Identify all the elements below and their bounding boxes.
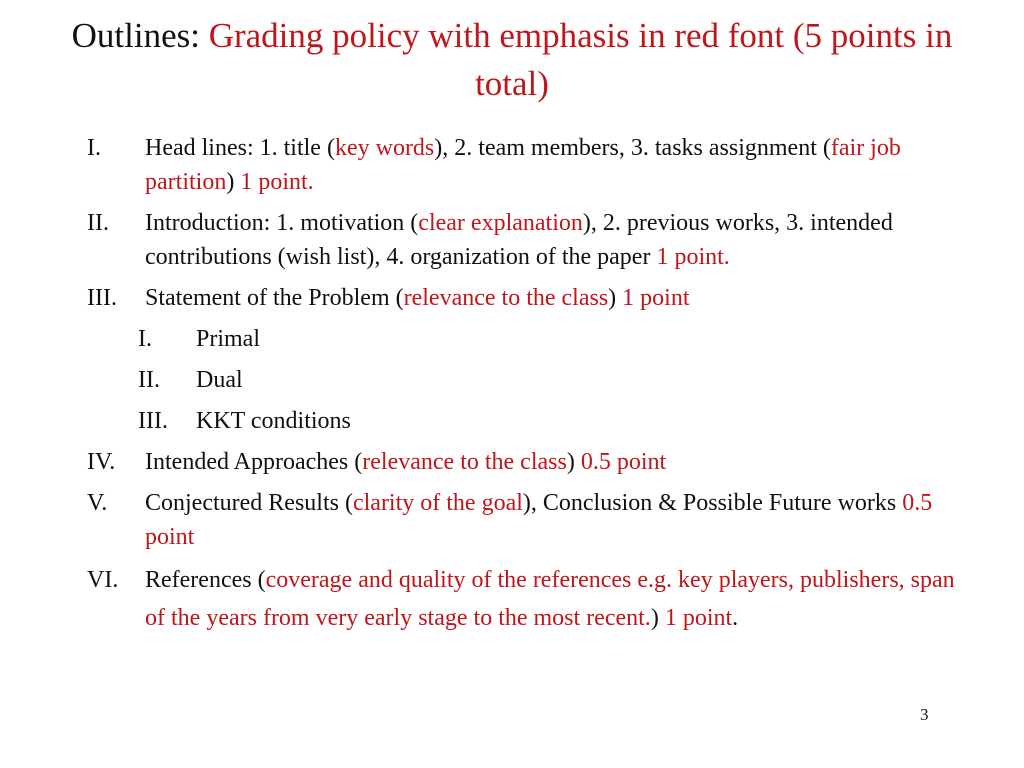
item-text: ), Conclusion & Possible Future works	[522, 490, 903, 516]
emphasis-text: 1 point	[664, 605, 733, 631]
emphasis-text: 1 point.	[240, 169, 314, 195]
outline-subitem	[87, 322, 967, 356]
emphasis-text: 1 point	[622, 285, 690, 311]
subitem-text: Dual	[196, 367, 243, 393]
emphasis-text: clear explanation	[418, 210, 583, 236]
outline-list	[87, 131, 967, 644]
outline-subitem	[87, 363, 967, 397]
emphasis-text: relevance to the class	[403, 285, 609, 311]
item-text: )	[650, 605, 665, 631]
item-number: III.	[87, 285, 117, 311]
outline-item	[87, 131, 967, 199]
subitem-text: KKT conditions	[196, 408, 351, 434]
emphasis-text: 0.5 point	[145, 490, 933, 550]
outline-item	[87, 561, 967, 637]
outline-item	[87, 486, 967, 554]
title-emphasis: Grading policy with emphasis in red font (5 points in total)	[208, 16, 953, 103]
page-number: 3	[920, 705, 929, 724]
subitem-number: I.	[138, 326, 152, 352]
item-text: )	[566, 449, 581, 475]
item-number: II.	[87, 210, 109, 236]
item-number: IV.	[87, 449, 116, 475]
item-number: V.	[87, 490, 108, 516]
title-prefix: Outlines:	[71, 16, 209, 55]
item-text: Conjectured Results (	[145, 490, 353, 516]
subitem-number: III.	[138, 408, 168, 434]
item-text: References (	[145, 567, 266, 593]
item-text: )	[226, 169, 241, 195]
item-text: .	[732, 605, 739, 631]
emphasis-text: fair job partition	[145, 135, 901, 195]
outline-item	[87, 281, 967, 315]
item-text: )	[608, 285, 623, 311]
item-text: Intended Approaches (	[145, 449, 363, 475]
subitem-text: Primal	[196, 326, 260, 352]
item-text: Introduction: 1. motivation (	[145, 210, 419, 236]
item-text: Head lines: 1. title (	[145, 135, 335, 161]
emphasis-text: coverage and quality of the references e.g. key players, publishers, span of the years from very early stage to the most recent.	[145, 567, 955, 631]
item-text: ), 2. previous works, 3. intended contributions (wish list), 4. organization of the paper	[145, 210, 893, 270]
emphasis-text: 1 point.	[656, 244, 730, 270]
slide-title	[70, 12, 954, 108]
item-text: ), 2. team members, 3. tasks assignment (	[434, 135, 831, 161]
emphasis-text: 0.5 point	[580, 449, 667, 475]
outline-item	[87, 445, 967, 479]
item-number: VI.	[87, 567, 119, 593]
emphasis-text: relevance to the class	[362, 449, 567, 475]
outline-subitem	[87, 404, 967, 438]
item-number: I.	[87, 135, 101, 161]
emphasis-text: key words	[334, 135, 435, 161]
item-text: Statement of the Problem (	[145, 285, 404, 311]
subitem-number: II.	[138, 367, 160, 393]
outline-item	[87, 206, 967, 274]
emphasis-text: clarity of the goal	[352, 490, 523, 516]
